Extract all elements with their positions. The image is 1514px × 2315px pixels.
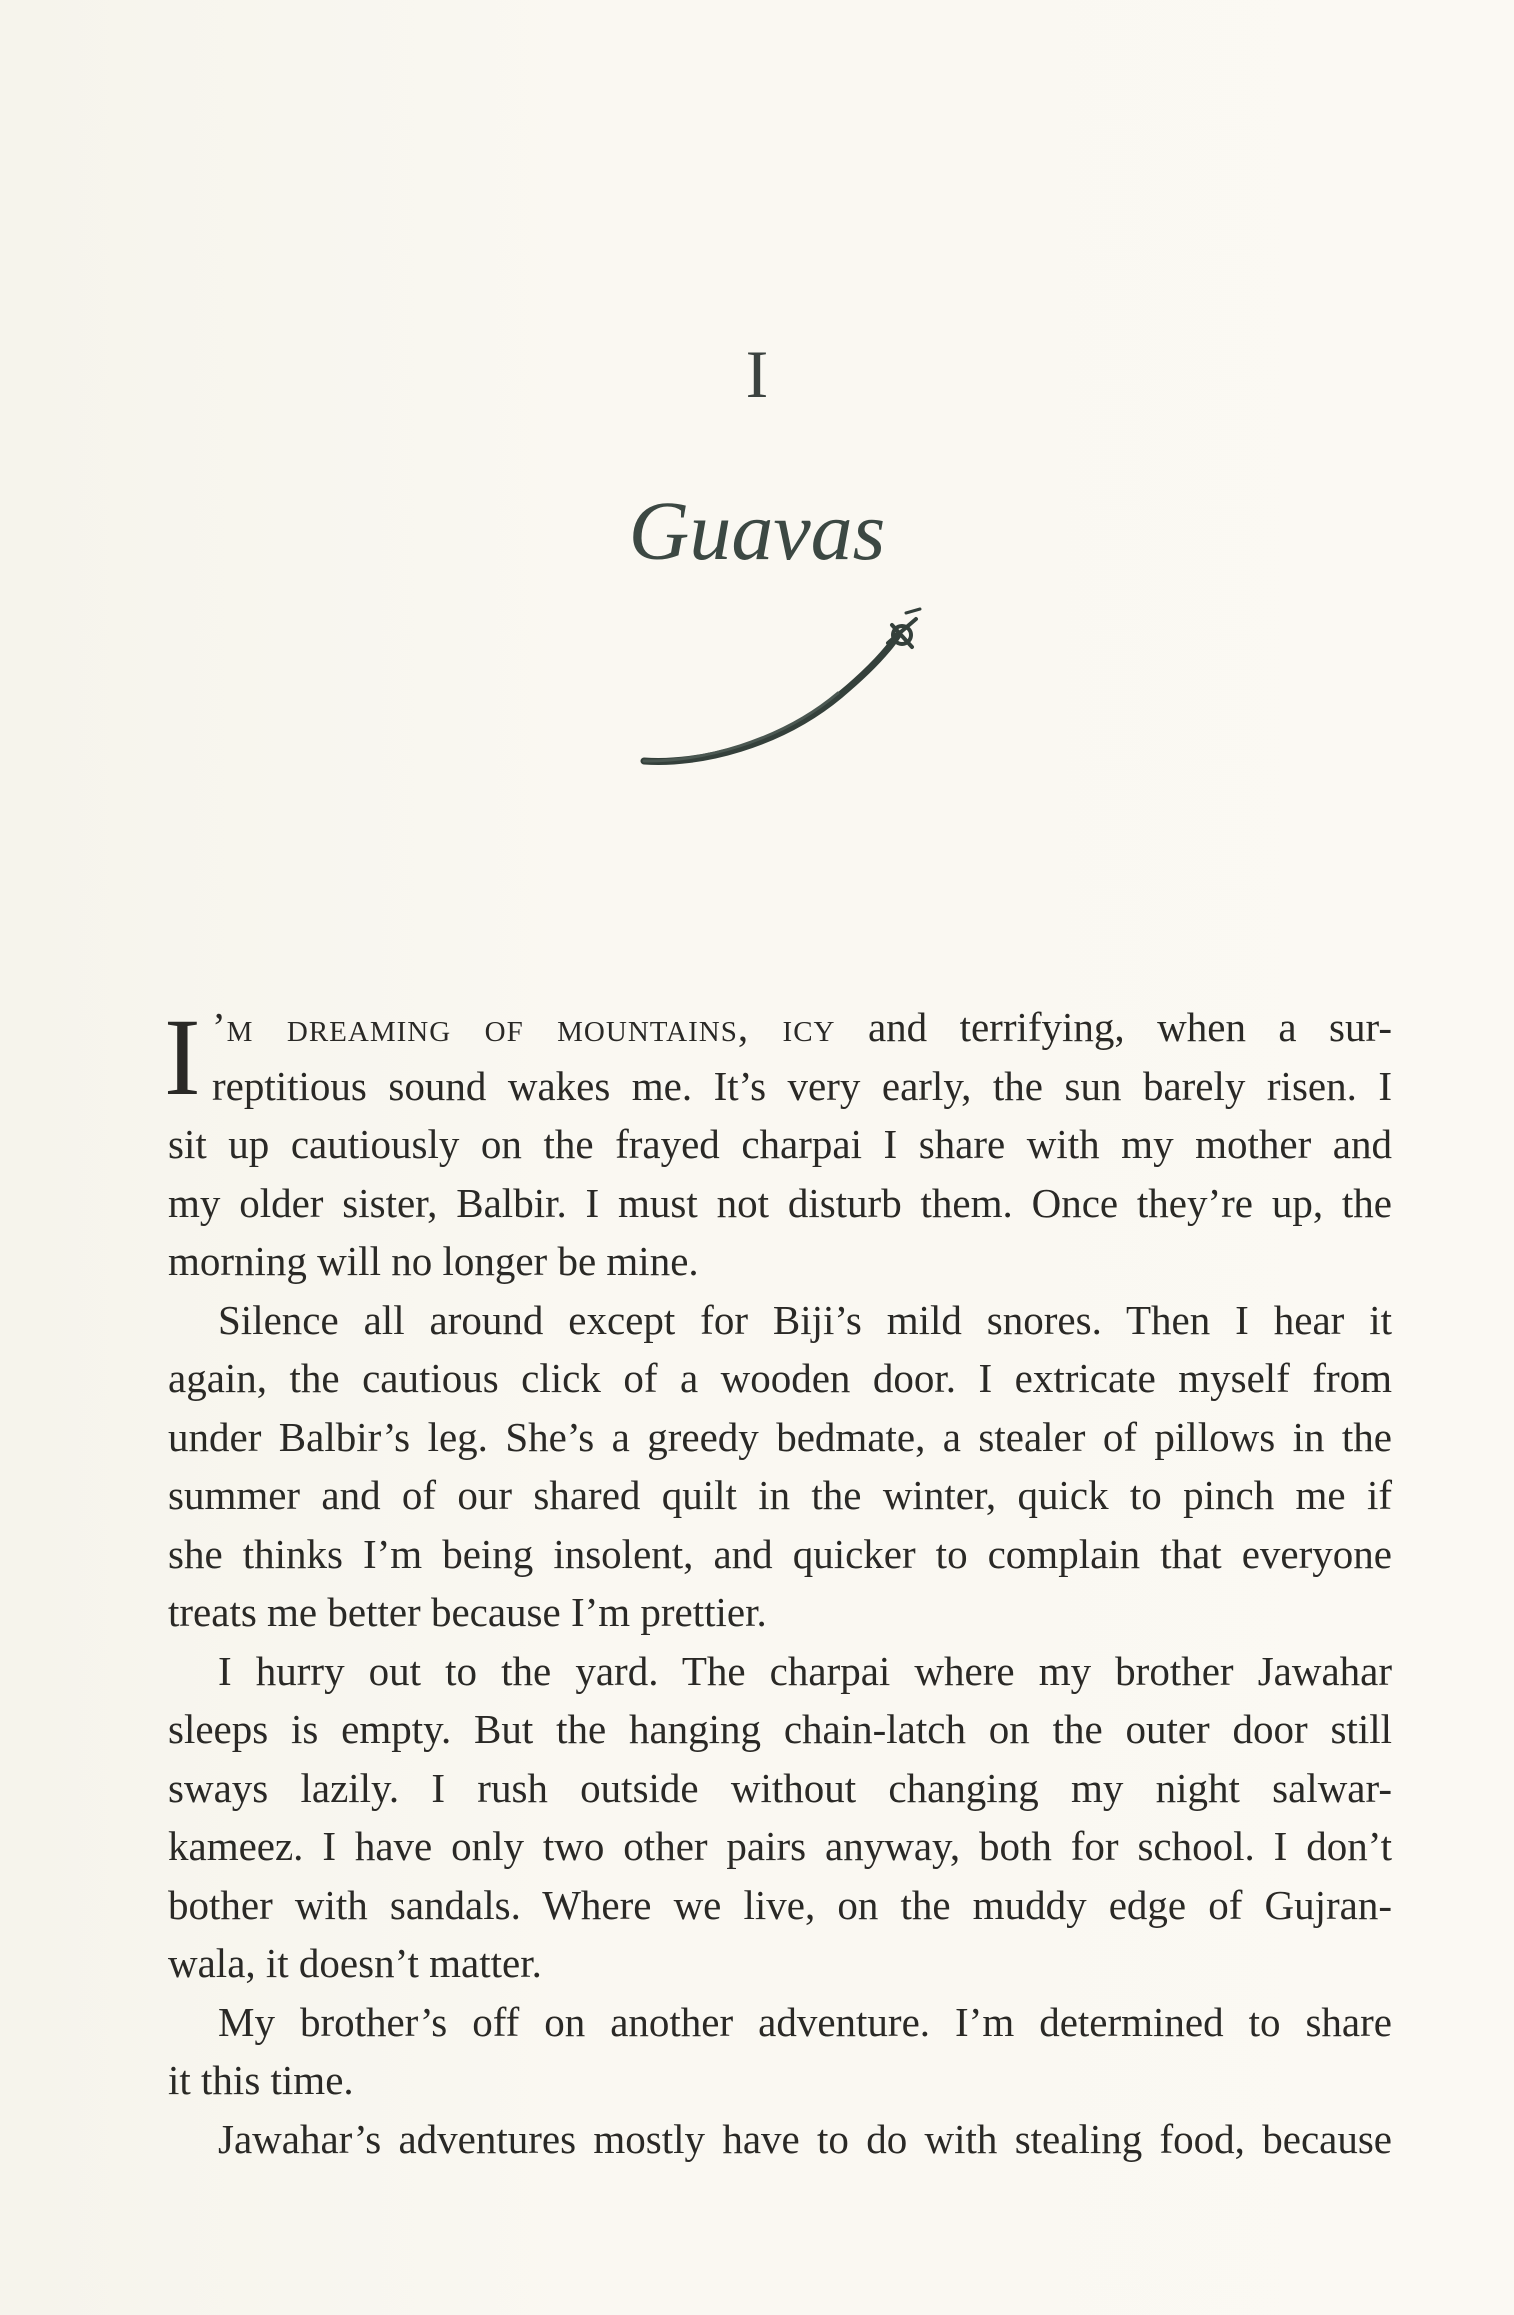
- text-line: again, the cautious click of a wooden door. I extricate myself from: [168, 1355, 1392, 1401]
- text-line: ’m dreaming of mountains, icy and terrifying, when a sur-: [212, 1004, 1392, 1050]
- text-line: sleeps is empty. But the hanging chain-latch on the outer door still: [168, 1706, 1392, 1752]
- chapter-number: I: [745, 336, 769, 412]
- text-line: reptitious sound wakes me. It’s very early, the sun barely risen. I: [212, 1062, 1392, 1109]
- text-line: kameez. I have only two other pairs anyway, both for school. I don’t: [168, 1823, 1392, 1869]
- chapter-title: Guavas: [628, 485, 886, 578]
- text-line: Jawahar’s adventures mostly have to do with stealing food, because: [218, 2115, 1392, 2162]
- text-line: summer and of our shared quilt in the winter, quick to pinch me if: [168, 1472, 1392, 1518]
- text-line: sit up cautiously on the frayed charpai I share with my mother and: [168, 1121, 1392, 1167]
- text-line: it this time.: [168, 2057, 354, 2103]
- drop-cap: I: [164, 996, 201, 1118]
- chapter-body: [164, 996, 1392, 2168]
- text-line: I hurry out to the yard. The charpai where my brother Jawahar: [218, 1647, 1392, 1694]
- text-line: wala, it doesn’t matter.: [168, 1940, 542, 1986]
- text-line: my older sister, Balbir. I must not disturb them. Once they’re up, the: [168, 1179, 1392, 1226]
- sword-icon: [630, 605, 930, 775]
- text-line: My brother’s off on another adventure. I’m determined to share: [218, 1998, 1392, 2045]
- text-line: sways lazily. I rush outside without changing my night salwar-: [168, 1764, 1392, 1811]
- text-line: Silence all around except for Biji’s mild snores. Then I hear it: [218, 1296, 1392, 1343]
- text-line: bother with sandals. Where we live, on the muddy edge of Gujran-: [168, 1881, 1392, 1928]
- text-line: under Balbir’s leg. She’s a greedy bedmate, a stealer of pillows in the: [168, 1413, 1392, 1460]
- text-line: she thinks I’m being insolent, and quicker to complain that everyone: [168, 1530, 1392, 1577]
- text-line: treats me better because I’m prettier.: [168, 1589, 767, 1635]
- text-line: morning will no longer be mine.: [168, 1238, 699, 1284]
